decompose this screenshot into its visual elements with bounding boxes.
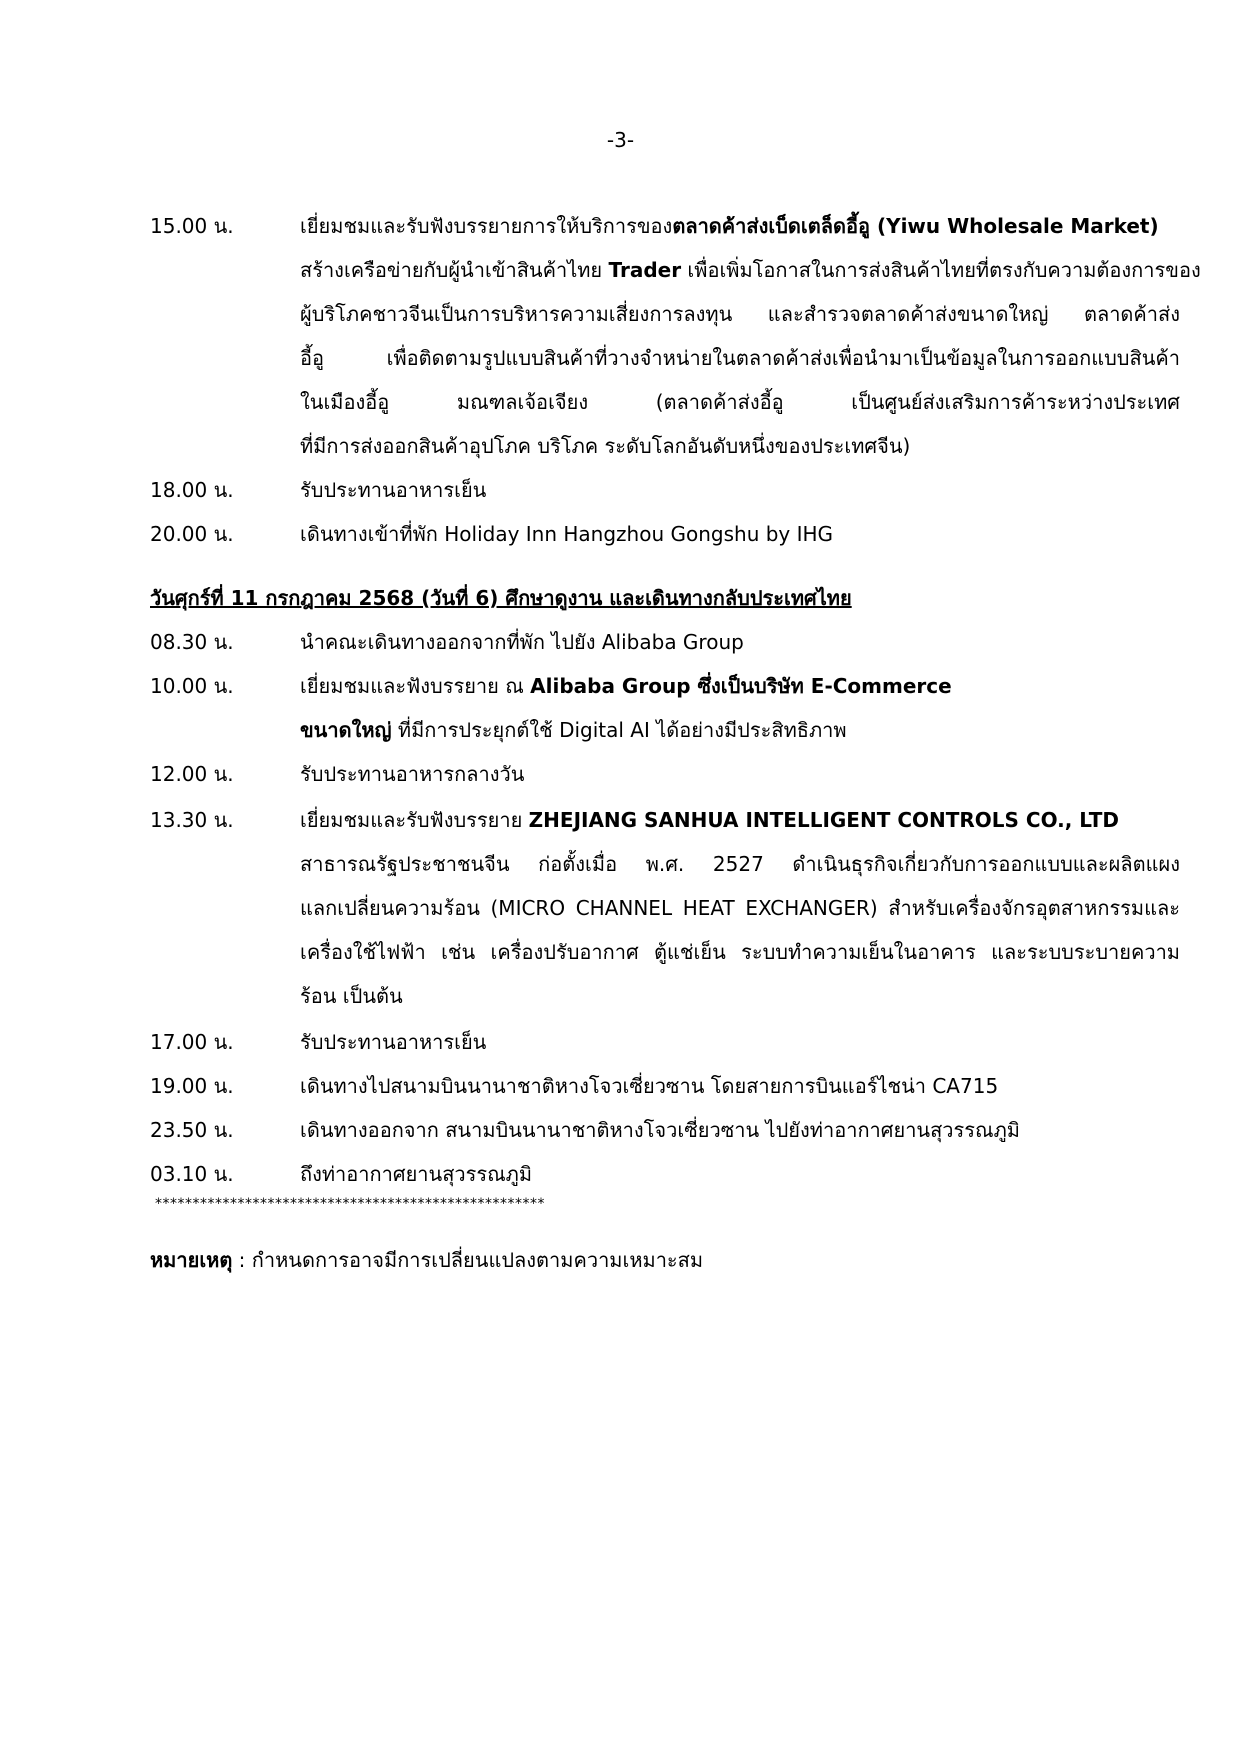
day-heading: วันศุกร์ที่ 11 กรกฎาคม 2568 (วันที่ 6) ศึกษาดูงาน และเดินทางกลับประเทศไทย <box>150 586 852 610</box>
desc-line-5: ร้อน เป็นต้น <box>300 984 403 1008</box>
desc-line-2: สาธารณรัฐประชาชนจีน ก่อตั้งเมื่อ พ.ศ. 2527 ดำเนินธุรกิจเกี่ยวกับการออกแบบและผลิตแผง <box>300 852 1180 876</box>
desc-line-3: ผู้บริโภคชาวจีนเป็นการบริหารความเสี่ยงการลงทุน และสำรวจตลาดค้าส่งขนาดใหญ่ ตลาดค้าส่ง <box>300 302 1180 326</box>
item-time: 17.00 น. <box>150 1030 234 1054</box>
schedule-item-1700 <box>150 1020 1170 1064</box>
item-description <box>300 204 1201 468</box>
item-time: 12.00 น. <box>150 762 234 786</box>
desc-text: เยี่ยมชมและรับฟังบรรยายการให้บริการของ <box>300 214 673 238</box>
desc-text: เพื่อเพิ่มโอกาสในการส่งสินค้าไทยที่ตรงกับความต้องการของ <box>681 258 1201 282</box>
note-label: หมายเหตุ <box>150 1248 233 1272</box>
item-time: 20.00 น. <box>150 522 234 546</box>
divider: **************************************************** <box>155 1196 545 1212</box>
desc-text: เยี่ยมชมและรับฟังบรรยาย <box>300 808 529 832</box>
page-number: -3- <box>606 128 635 152</box>
item-time: 10.00 น. <box>150 674 234 698</box>
item-time: 19.00 น. <box>150 1074 234 1098</box>
item-description: รับประทานอาหารเย็น <box>300 478 487 502</box>
schedule-item-1330 <box>150 798 1180 1018</box>
schedule-item-0830 <box>150 620 1170 664</box>
desc-line-1 <box>300 798 1180 842</box>
note <box>150 1238 703 1282</box>
schedule-item-1500 <box>150 204 1201 468</box>
item-time: 18.00 น. <box>150 478 234 502</box>
desc-line-5: ในเมืองอี้อู มณฑลเจ้อเจียง (ตลาดค้าส่งอี้อู เป็นศูนย์ส่งเสริมการค้าระหว่างประเทศ <box>300 390 1180 414</box>
item-description: นำคณะเดินทางออกจากที่พัก ไปยัง Alibaba Group <box>300 630 744 654</box>
desc-line-2 <box>300 248 1201 292</box>
item-description: เดินทางไปสนามบินนานาชาติหางโจวเซี่ยวซาน โดยสายการบินแอร์ไชน่า CA715 <box>300 1074 999 1098</box>
item-description <box>300 798 1180 1018</box>
desc-line-3: แลกเปลี่ยนความร้อน (MICRO CHANNEL HEAT EXCHANGER) สำหรับเครื่องจักรอุตสาหกรรมและ <box>300 896 1180 920</box>
item-time: 08.30 น. <box>150 630 234 654</box>
item-description: เดินทางออกจาก สนามบินนานาชาติหางโจวเซี่ยวซาน ไปยังท่าอากาศยานสุวรรณภูมิ <box>300 1118 1020 1142</box>
schedule-item-0310 <box>150 1152 1170 1196</box>
schedule-item-1200 <box>150 752 1170 796</box>
desc-text: ที่มีการประยุกต์ใช้ Digital AI ได้อย่างมีประสิทธิภาพ <box>391 718 847 742</box>
item-time: 03.10 น. <box>150 1162 234 1186</box>
desc-text: เยี่ยมชมและฟังบรรยาย ณ <box>300 674 531 698</box>
item-description <box>300 664 1180 752</box>
schedule-item-1800 <box>150 468 1170 512</box>
item-time: 15.00 น. <box>150 214 234 238</box>
item-description: รับประทานอาหารเย็น <box>300 1030 487 1054</box>
desc-line-2 <box>300 708 1180 752</box>
schedule-item-2000 <box>150 512 1170 556</box>
desc-line-6: ที่มีการส่งออกสินค้าอุปโภค บริโภค ระดับโลกอันดับหนึ่งของประเทศจีน) <box>300 434 911 458</box>
desc-line-4: อี้อู เพื่อติดตามรูปแบบสินค้าที่วางจำหน่ายในตลาดค้าส่งเพื่อนำมาเป็นข้อมูลในการออกแบบสินค้า <box>300 346 1180 370</box>
schedule-item-1900 <box>150 1064 1170 1108</box>
item-description: รับประทานอาหารกลางวัน <box>300 762 525 786</box>
item-description: เดินทางเข้าที่พัก Holiday Inn Hangzhou Gongshu by IHG <box>300 522 834 546</box>
item-time: 23.50 น. <box>150 1118 234 1142</box>
market-name: ตลาดค้าส่งเบ็ดเตล็ดอี้อู (Yiwu Wholesale Market) <box>672 214 1159 238</box>
company-name: ZHEJIANG SANHUA INTELLIGENT CONTROLS CO., LTD <box>528 808 1119 832</box>
item-time: 13.30 น. <box>150 808 234 832</box>
schedule-item-1000 <box>150 664 1170 752</box>
trader-label: Trader <box>608 258 682 282</box>
desc-text: สร้างเครือข่ายกับผู้นำเข้าสินค้าไทย <box>300 258 609 282</box>
note-text: : กำหนดการอาจมีการเปลี่ยนแปลงตามความเหมาะสม <box>232 1248 704 1272</box>
desc-line-1 <box>300 204 1180 248</box>
item-description: ถึงท่าอากาศยานสุวรรณภูมิ <box>300 1162 533 1186</box>
desc-line-1 <box>300 664 1180 708</box>
desc-line-4: เครื่องใช้ไฟฟ้า เช่น เครื่องปรับอากาศ ตู้แช่เย็น ระบบทำความเย็นในอาคาร และระบบระบายความ <box>300 940 1180 964</box>
company-name: Alibaba Group ซึ่งเป็นบริษัท E-Commerce <box>530 674 952 698</box>
desc-bold: ขนาดใหญ่ <box>300 718 392 742</box>
schedule-item-2350 <box>150 1108 1170 1152</box>
